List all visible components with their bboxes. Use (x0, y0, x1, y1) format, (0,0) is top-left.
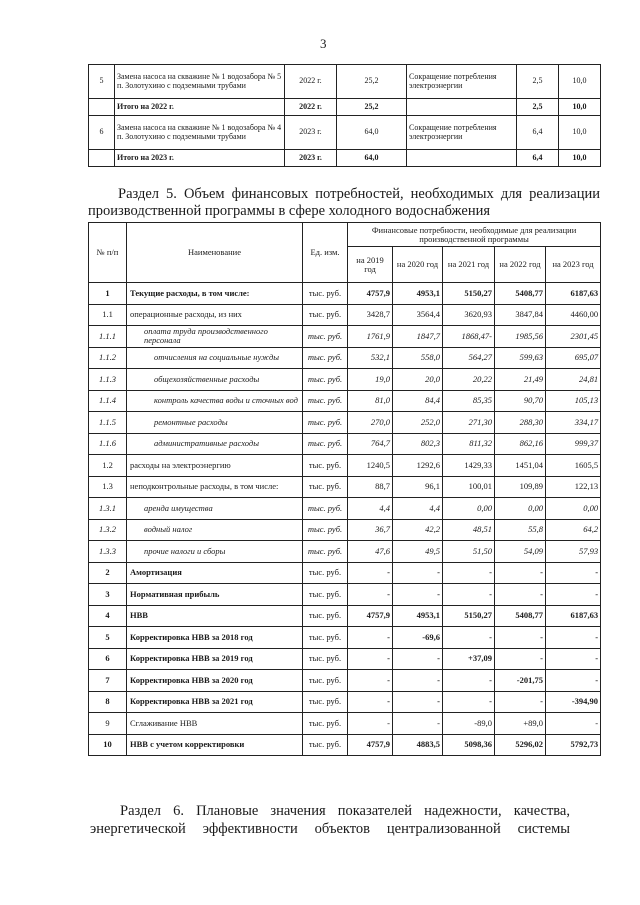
row-name: Амортизация (127, 562, 303, 584)
row-value-2023: - (546, 562, 601, 584)
section-6-heading-line1: Раздел 6. Плановые значения показателей надежности, качества, (120, 803, 570, 819)
section-5-heading-line2: производственной программы в сфере холодного водоснабжения (88, 203, 491, 219)
measure-effect: Сокращение потребления электроэнергии (407, 65, 517, 99)
row-value-2020: - (393, 648, 443, 670)
row-value-2022: 54,09 (495, 541, 546, 563)
table-row (89, 116, 601, 150)
table-row (89, 433, 601, 455)
row-value-2019: 4,4 (348, 498, 393, 520)
row-value-2019: - (348, 562, 393, 584)
row-value-2019: - (348, 670, 393, 692)
row-value-2022: 55,8 (495, 519, 546, 541)
measure-year: 2023 г. (285, 116, 337, 150)
table-row (89, 455, 601, 477)
row-value-2020: 42,2 (393, 519, 443, 541)
row-number: 1 (89, 283, 127, 305)
row-number: 2 (89, 562, 127, 584)
header-year-2020: на 2020 год (393, 247, 443, 283)
row-value-2019: 1761,9 (348, 326, 393, 348)
row-name: ремонтные расходы (127, 412, 303, 434)
row-value-2021: 51,50 (443, 541, 495, 563)
row-value-2021: 85,35 (443, 390, 495, 412)
row-value-2020: - (393, 584, 443, 606)
row-value-2020: 4953,1 (393, 605, 443, 627)
header-unit: Ед. изм. (303, 223, 348, 283)
row-value-2023: 105,13 (546, 390, 601, 412)
row-number: 1.1 (89, 304, 127, 326)
row-value-2022: 1451,04 (495, 455, 546, 477)
row-unit: тыс. руб. (303, 390, 348, 412)
row-unit: тыс. руб. (303, 283, 348, 305)
row-value-2023: - (546, 584, 601, 606)
measure-percent: 10,0 (559, 99, 601, 116)
row-value-2021: 564,27 (443, 347, 495, 369)
row-value-2023: 6187,63 (546, 605, 601, 627)
row-value-2019: 532,1 (348, 347, 393, 369)
table-row (89, 541, 601, 563)
row-value-2022: - (495, 562, 546, 584)
table-row (89, 584, 601, 606)
row-name: аренда имущества (127, 498, 303, 520)
row-name: Корректировка НВВ за 2020 год (127, 670, 303, 692)
row-number: 5 (89, 65, 115, 99)
row-value-2022: - (495, 627, 546, 649)
row-number: 1.2 (89, 455, 127, 477)
row-value-2020: - (393, 713, 443, 735)
table-row (89, 65, 601, 99)
row-name: Текущие расходы, в том числе: (127, 283, 303, 305)
row-unit: тыс. руб. (303, 369, 348, 391)
row-value-2021: 100,01 (443, 476, 495, 498)
row-number: 6 (89, 116, 115, 150)
table-row (89, 713, 601, 735)
row-value-2019: 270,0 (348, 412, 393, 434)
row-value-2021: - (443, 627, 495, 649)
row-value-2020: - (393, 691, 443, 713)
row-value-2023: 5792,73 (546, 734, 601, 756)
row-unit: тыс. руб. (303, 734, 348, 756)
row-name: операционные расходы, из них (127, 304, 303, 326)
row-number: 6 (89, 648, 127, 670)
row-value-2023: 122,13 (546, 476, 601, 498)
row-name: неподконтрольные расходы, в том числе: (127, 476, 303, 498)
row-value-2021: 811,32 (443, 433, 495, 455)
row-unit: тыс. руб. (303, 584, 348, 606)
row-value-2022: 5408,77 (495, 605, 546, 627)
row-number: 5 (89, 627, 127, 649)
measure-cost: 64,0 (337, 150, 407, 167)
table-row (89, 734, 601, 756)
header-year-2019: на 2019 год (348, 247, 393, 283)
measure-year: 2022 г. (285, 99, 337, 116)
row-value-2022: +89,0 (495, 713, 546, 735)
row-value-2020: 84,4 (393, 390, 443, 412)
row-value-2022: 109,89 (495, 476, 546, 498)
row-name: прочие налоги и сборы (127, 541, 303, 563)
measure-name: Замена насоса на скважине № 1 водозабора № 5 п. Золотухино с подземными трубами (115, 65, 285, 99)
row-value-2020: 558,0 (393, 347, 443, 369)
row-number: 1.1.1 (89, 326, 127, 348)
row-value-2023: -394,90 (546, 691, 601, 713)
row-unit: тыс. руб. (303, 304, 348, 326)
table-row (89, 691, 601, 713)
table-row (89, 670, 601, 692)
row-value-2019: 4757,9 (348, 605, 393, 627)
header-year-2022: на 2022 год (495, 247, 546, 283)
row-value-2022: 21,49 (495, 369, 546, 391)
measure-percent: 10,0 (559, 116, 601, 150)
row-value-2021: 3620,93 (443, 304, 495, 326)
total-row (89, 99, 601, 116)
row-number: 3 (89, 584, 127, 606)
section-6-heading-line2: энергетической эффективности объектов централизованной системы (90, 821, 570, 837)
row-name: контроль качества воды и сточных вод (127, 390, 303, 412)
row-value-2019: 4757,9 (348, 734, 393, 756)
measure-effect: Сокращение потребления электроэнергии (407, 116, 517, 150)
total-row (89, 150, 601, 167)
row-value-2020: 4883,5 (393, 734, 443, 756)
row-value-2019: 81,0 (348, 390, 393, 412)
row-value-2021: 5098,36 (443, 734, 495, 756)
row-value-2023: 695,07 (546, 347, 601, 369)
row-value-2022: 288,30 (495, 412, 546, 434)
row-number (89, 99, 115, 116)
measure-value: 6,4 (517, 116, 559, 150)
row-value-2022: 862,16 (495, 433, 546, 455)
row-value-2021: - (443, 562, 495, 584)
row-value-2021: - (443, 670, 495, 692)
row-value-2022: 5296,02 (495, 734, 546, 756)
row-value-2023: - (546, 713, 601, 735)
row-value-2019: - (348, 584, 393, 606)
row-value-2020: 3564,4 (393, 304, 443, 326)
row-value-2023: 334,17 (546, 412, 601, 434)
row-value-2021: 0,00 (443, 498, 495, 520)
row-value-2020: 1292,6 (393, 455, 443, 477)
measure-percent: 10,0 (559, 65, 601, 99)
row-value-2020: 802,3 (393, 433, 443, 455)
row-value-2022: 599,63 (495, 347, 546, 369)
row-unit: тыс. руб. (303, 691, 348, 713)
row-number (89, 150, 115, 167)
table-row (89, 304, 601, 326)
row-name: Нормативная прибыль (127, 584, 303, 606)
measure-cost: 25,2 (337, 99, 407, 116)
row-number: 8 (89, 691, 127, 713)
row-name: НВВ с учетом корректировки (127, 734, 303, 756)
row-value-2021: 1429,33 (443, 455, 495, 477)
row-name: Корректировка НВВ за 2019 год (127, 648, 303, 670)
financial-needs-table (88, 222, 601, 756)
row-value-2019: 3428,7 (348, 304, 393, 326)
table-row (89, 562, 601, 584)
row-number: 10 (89, 734, 127, 756)
row-value-2022: -201,75 (495, 670, 546, 692)
row-value-2021: -89,0 (443, 713, 495, 735)
row-value-2023: 0,00 (546, 498, 601, 520)
row-name: общехозяйственные расходы (127, 369, 303, 391)
row-value-2022: 5408,77 (495, 283, 546, 305)
header-group: Финансовые потребности, необходимые для реализации производственной программы (348, 223, 601, 247)
row-value-2021: 271,30 (443, 412, 495, 434)
section-5-heading-line1: Раздел 5. Объем финансовых потребностей, необходимых для реализации (118, 186, 600, 202)
row-value-2021: - (443, 691, 495, 713)
row-name: НВВ (127, 605, 303, 627)
row-number: 7 (89, 670, 127, 692)
row-number: 9 (89, 713, 127, 735)
row-value-2019: - (348, 713, 393, 735)
header-num: № п/п (89, 223, 127, 283)
table-row (89, 627, 601, 649)
row-value-2019: 47,6 (348, 541, 393, 563)
measure-value: 6,4 (517, 150, 559, 167)
row-unit: тыс. руб. (303, 713, 348, 735)
measure-value: 2,5 (517, 65, 559, 99)
table-row (89, 369, 601, 391)
row-value-2019: 4757,9 (348, 283, 393, 305)
row-value-2020: - (393, 670, 443, 692)
header-name: Наименование (127, 223, 303, 283)
section-5-heading (88, 186, 600, 220)
row-value-2023: 6187,63 (546, 283, 601, 305)
row-value-2023: 1605,5 (546, 455, 601, 477)
row-value-2023: 24,81 (546, 369, 601, 391)
row-value-2019: 36,7 (348, 519, 393, 541)
row-value-2020: 49,5 (393, 541, 443, 563)
row-value-2020: 4,4 (393, 498, 443, 520)
measure-name: Замена насоса на скважине № 1 водозабора № 4 п. Золотухино с подземными трубами (115, 116, 285, 150)
row-name: водный налог (127, 519, 303, 541)
measure-name: Итого на 2022 г. (115, 99, 285, 116)
row-value-2023: 57,93 (546, 541, 601, 563)
table-row (89, 326, 601, 348)
header-year-2021: на 2021 год (443, 247, 495, 283)
row-unit: тыс. руб. (303, 326, 348, 348)
table-row (89, 283, 601, 305)
row-value-2021: 48,51 (443, 519, 495, 541)
row-unit: тыс. руб. (303, 455, 348, 477)
row-number: 4 (89, 605, 127, 627)
row-value-2020: - (393, 562, 443, 584)
row-name: Корректировка НВВ за 2018 год (127, 627, 303, 649)
row-value-2022: - (495, 648, 546, 670)
row-value-2019: 88,7 (348, 476, 393, 498)
table-row (89, 605, 601, 627)
table-row (89, 519, 601, 541)
row-unit: тыс. руб. (303, 605, 348, 627)
row-value-2022: 0,00 (495, 498, 546, 520)
row-unit: тыс. руб. (303, 519, 348, 541)
row-value-2020: 20,0 (393, 369, 443, 391)
row-value-2019: 1240,5 (348, 455, 393, 477)
row-value-2019: - (348, 627, 393, 649)
row-unit: тыс. руб. (303, 498, 348, 520)
header-year-2023: на 2023 год (546, 247, 601, 283)
row-value-2022: 3847,84 (495, 304, 546, 326)
row-value-2023: 999,37 (546, 433, 601, 455)
row-value-2019: - (348, 648, 393, 670)
row-name: отчисления на социальные нужды (127, 347, 303, 369)
measure-name: Итого на 2023 г. (115, 150, 285, 167)
row-number: 1.3 (89, 476, 127, 498)
row-value-2023: 4460,00 (546, 304, 601, 326)
row-name: административные расходы (127, 433, 303, 455)
row-unit: тыс. руб. (303, 347, 348, 369)
row-value-2021: 5150,27 (443, 283, 495, 305)
row-unit: тыс. руб. (303, 433, 348, 455)
row-unit: тыс. руб. (303, 412, 348, 434)
row-value-2022: 1985,56 (495, 326, 546, 348)
row-unit: тыс. руб. (303, 541, 348, 563)
row-unit: тыс. руб. (303, 670, 348, 692)
row-value-2021: +37,09 (443, 648, 495, 670)
row-value-2023: - (546, 627, 601, 649)
row-name: оплата труда производственного персонала (127, 326, 303, 348)
measure-effect (407, 150, 517, 167)
measure-value: 2,5 (517, 99, 559, 116)
row-unit: тыс. руб. (303, 648, 348, 670)
measure-percent: 10,0 (559, 150, 601, 167)
row-number: 1.1.4 (89, 390, 127, 412)
row-number: 1.1.3 (89, 369, 127, 391)
section-6-heading (90, 802, 570, 838)
table-row (89, 498, 601, 520)
row-value-2020: 252,0 (393, 412, 443, 434)
row-number: 1.3.2 (89, 519, 127, 541)
row-value-2021: 1868,47- (443, 326, 495, 348)
row-value-2022: 90,70 (495, 390, 546, 412)
table-row (89, 390, 601, 412)
measure-cost: 64,0 (337, 116, 407, 150)
row-value-2022: - (495, 584, 546, 606)
row-unit: тыс. руб. (303, 627, 348, 649)
measures-table (88, 64, 601, 167)
table-row (89, 476, 601, 498)
measure-year: 2022 г. (285, 65, 337, 99)
row-value-2020: 4953,1 (393, 283, 443, 305)
table-row (89, 648, 601, 670)
measure-year: 2023 г. (285, 150, 337, 167)
row-value-2023: 2301,45 (546, 326, 601, 348)
measure-cost: 25,2 (337, 65, 407, 99)
page-number: 3 (320, 36, 327, 51)
row-number: 1.1.6 (89, 433, 127, 455)
row-value-2020: 1847,7 (393, 326, 443, 348)
row-value-2019: - (348, 691, 393, 713)
row-value-2023: - (546, 648, 601, 670)
row-name: Корректировка НВВ за 2021 год (127, 691, 303, 713)
row-number: 1.1.5 (89, 412, 127, 434)
table-row (89, 412, 601, 434)
row-value-2022: - (495, 691, 546, 713)
row-number: 1.3.3 (89, 541, 127, 563)
row-value-2021: 20,22 (443, 369, 495, 391)
row-value-2020: -69,6 (393, 627, 443, 649)
row-name: Сглаживание НВВ (127, 713, 303, 735)
measure-effect (407, 99, 517, 116)
row-name: расходы на электроэнергию (127, 455, 303, 477)
row-number: 1.3.1 (89, 498, 127, 520)
row-value-2019: 764,7 (348, 433, 393, 455)
row-unit: тыс. руб. (303, 562, 348, 584)
row-number: 1.1.2 (89, 347, 127, 369)
row-value-2021: 5150,27 (443, 605, 495, 627)
row-value-2019: 19,0 (348, 369, 393, 391)
row-unit: тыс. руб. (303, 476, 348, 498)
table-row (89, 347, 601, 369)
row-value-2020: 96,1 (393, 476, 443, 498)
row-value-2023: - (546, 670, 601, 692)
row-value-2021: - (443, 584, 495, 606)
row-value-2023: 64,2 (546, 519, 601, 541)
